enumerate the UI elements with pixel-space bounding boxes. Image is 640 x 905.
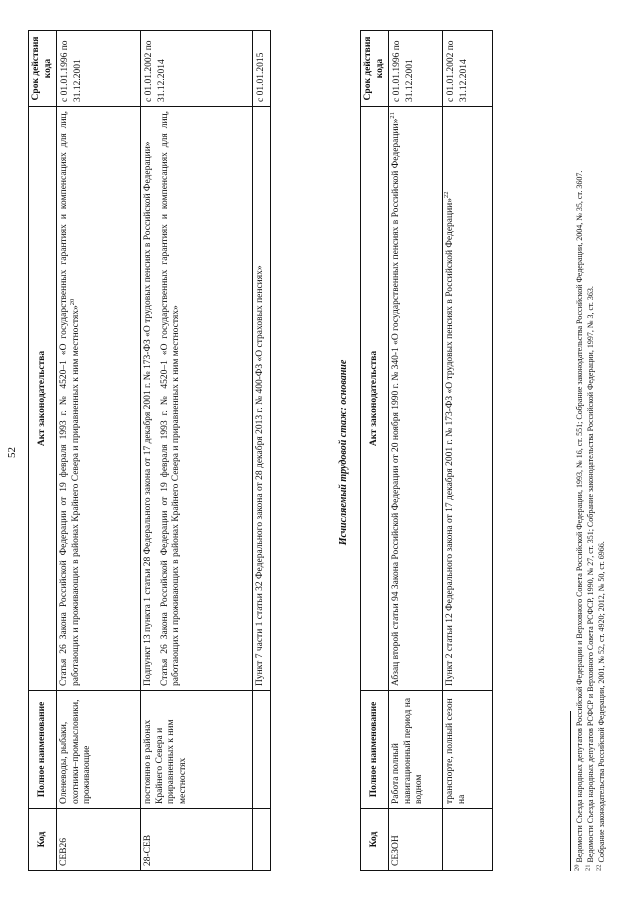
header-name: Полное наименование xyxy=(29,691,57,809)
footnote: $^{21}$ Ведомости Съезда народных депутатов РСФСР и Верховного Совета РСФСР, 1990, № 27, ст. 351; Собрание законодательства Российской Федерации, 1997, № 3, ст. 363. xyxy=(584,286,595,871)
header-act: Акт законодательства xyxy=(29,107,57,691)
row-code xyxy=(443,809,493,871)
row-act xyxy=(389,107,443,691)
header-code: Код xyxy=(29,809,57,871)
table-row xyxy=(253,31,271,871)
section-heading: Исчисляемый трудовой стаж: основание xyxy=(338,359,349,546)
codes-table-season xyxy=(360,30,493,871)
row-name: Работа полный навигационный период на водном xyxy=(389,691,443,809)
table-header-row xyxy=(361,31,389,871)
act-text-extra: Статья 26 Закона Российской Федерации от 19 февраля 1993 г. № 4520–1 «О государственных гарантиях и компенсациях для лиц, работающих и проживающих в районах Крайнего Севера и приравненных к ним местностях» xyxy=(159,111,182,686)
row-act xyxy=(57,107,141,691)
act-text: Абзац второй статьи 94 Закона Российской Федерации от 20 ноября 1990 г. № 340-1 «О государственных пенсиях в Российской Федерации» xyxy=(391,118,402,686)
footnote-ref: 22 xyxy=(443,191,450,198)
act-text: Пункт 2 статьи 12 Федерального закона от 17 декабря 2001 г. № 173-ФЗ «О трудовых пенсиях в Российской Федерации» xyxy=(445,197,456,686)
row-code xyxy=(253,809,271,871)
footnote: $^{20}$ Ведомости Съезда народных депутатов Российской Федерации и Верховного Совета Российской Федерации, 1993, № 16, ст. 551; Собрание законодательства Российской Федерации, 2004, № 35, ст. 3607. xyxy=(573,170,584,871)
table-row xyxy=(57,31,141,871)
row-period: с 01.01.2015 xyxy=(253,31,271,107)
page-number: 52 xyxy=(6,447,18,458)
row-name: постоянно в районах Крайнего Севера и приравненных к ним местностях xyxy=(141,691,253,809)
footnote-ref: 21 xyxy=(389,112,396,119)
row-act xyxy=(443,107,493,691)
table-row xyxy=(389,31,443,871)
row-code: 28-СЕВ xyxy=(141,809,253,871)
row-name: Оленеводы, рыбаки, охотники–промысловики, проживающие xyxy=(57,691,141,809)
row-period: с 01.01.2002 по 31.12.2014 xyxy=(141,31,253,107)
footnote: $^{22}$ Собрание законодательства Российской Федерации, 2001, № 52, ст. 4920; 2012, № 50, ст. 6966. xyxy=(594,541,606,871)
row-name: транспорте, полный сезон на xyxy=(443,691,493,809)
row-act: Пункт 7 части 1 статьи 32 Федерального закона от 28 декабря 2013 г. № 400-ФЗ «О страховых пенсиях» xyxy=(253,107,271,691)
act-text: Статья 26 Закона Российской Федерации от 19 февраля 1993 г. № 4520–1 «О государственных гарантиях и компенсациях для лиц, работающих и проживающих в районах Крайнего Севера и приравненных к ним местностях» xyxy=(59,111,81,686)
header-code: Код xyxy=(361,809,389,871)
row-period: с 01.01.1996 по 31.12.2001 xyxy=(389,31,443,107)
row-code: СЕЗОН xyxy=(389,809,443,871)
row-period: с 01.01.1996 по 31.12.2001 xyxy=(57,31,141,107)
row-code: СЕВ26 xyxy=(57,809,141,871)
header-period: Срок действия кода xyxy=(361,31,389,107)
header-period: Срок действия кода xyxy=(29,31,57,107)
header-name: Полное наименование xyxy=(361,691,389,809)
codes-table-north xyxy=(28,30,271,871)
row-act xyxy=(141,107,253,691)
act-text: Подпункт 13 пункта 1 статьи 28 Федерального закона от 17 декабря 2001 г. № 173-ФЗ «О трудовых пенсиях в Российской Федерации» xyxy=(143,141,154,686)
header-act: Акт законодательства xyxy=(361,107,389,691)
footnotes xyxy=(575,31,607,871)
row-name xyxy=(253,691,271,809)
table-header-row xyxy=(29,31,57,871)
footnote-divider xyxy=(570,711,571,871)
footnote-ref: 20 xyxy=(68,298,76,306)
table-row xyxy=(141,31,253,871)
row-period: с 01.01.2002 по 31.12.2014 xyxy=(443,31,493,107)
table-row xyxy=(443,31,493,871)
